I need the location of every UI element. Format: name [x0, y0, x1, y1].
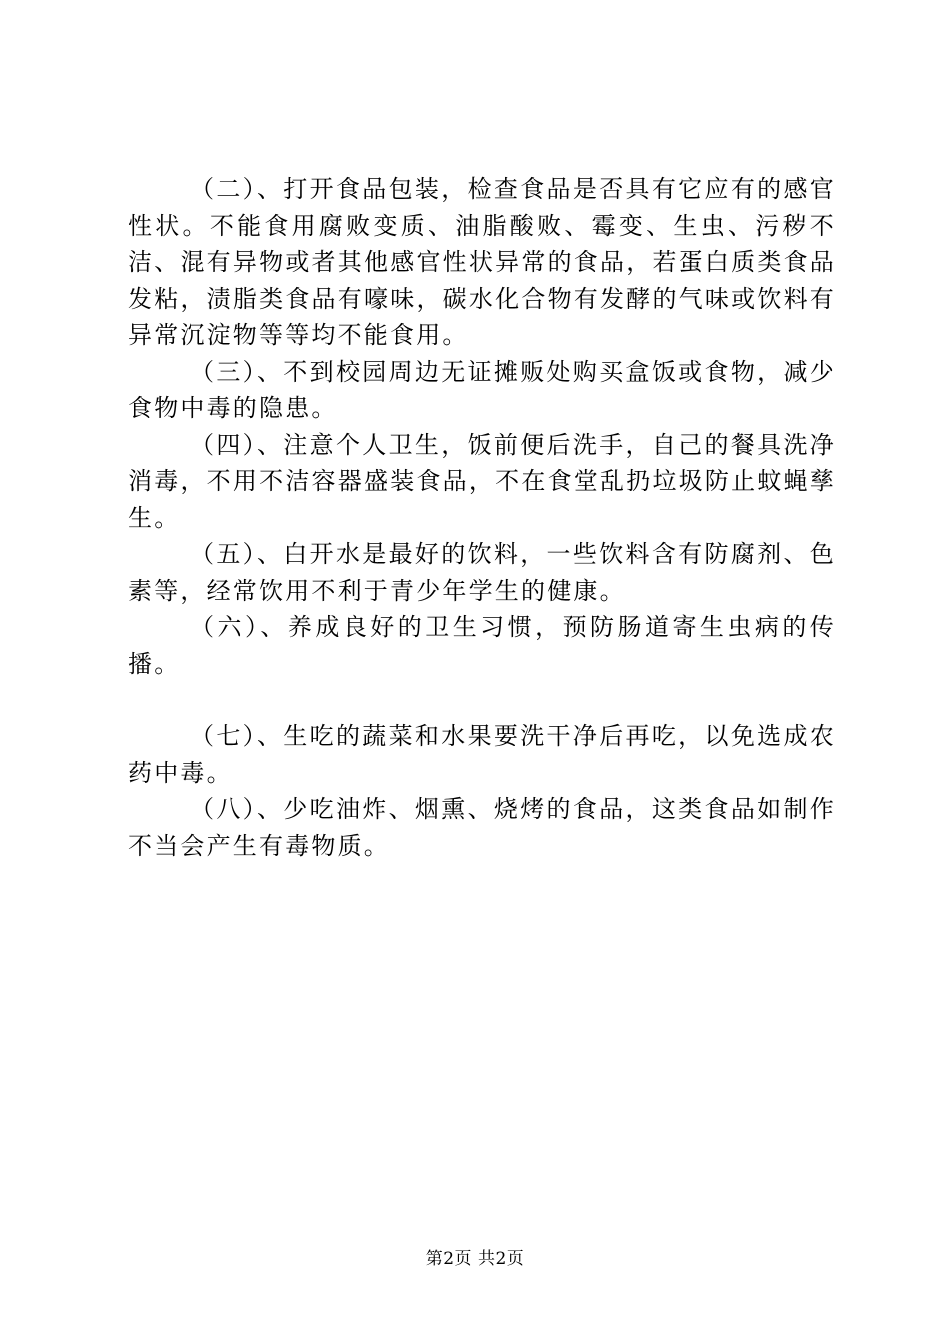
paragraph-3: （三）、不到校园周边无证摊贩处购买盒饭或食物，减少食物中毒的隐患。 — [128, 357, 836, 422]
paragraph-8: （八）、少吃油炸、烟熏、烧烤的食品，这类食品如制作不当会产生有毒物质。 — [128, 795, 836, 860]
paragraph-2: （二）、打开食品包装，检查食品是否具有它应有的感官性状。不能食用腐败变质、油脂酸败、霉变、生虫、污秽不洁、混有异物或者其他感官性状异常的食品，若蛋白质类食品发粘，渍脂类食品有嚎味，碳水化合物有发酵的气味或饮料有异常沉淀物等等均不能食用。 — [128, 175, 836, 349]
paragraph-4: （四）、注意个人卫生，饭前便后洗手，自己的餐具洗净消毒，不用不洁容器盛装食品，不在食堂乱扔垃圾防止蚊蝇孳生。 — [128, 430, 836, 532]
paragraph-5: （五）、白开水是最好的饮料，一些饮料含有防腐剂、色素等，经常饮用不利于青少年学生的健康。 — [128, 540, 836, 605]
page-number-footer: 第2页 共2页 — [425, 1249, 525, 1269]
paragraph-7: （七）、生吃的蔬菜和水果要洗干净后再吃，以免选成农药中毒。 — [128, 722, 836, 787]
paragraph-6: （六）、养成良好的卫生习惯，预防肠道寄生虫病的传播。 — [128, 613, 836, 678]
document-body — [128, 171, 836, 864]
